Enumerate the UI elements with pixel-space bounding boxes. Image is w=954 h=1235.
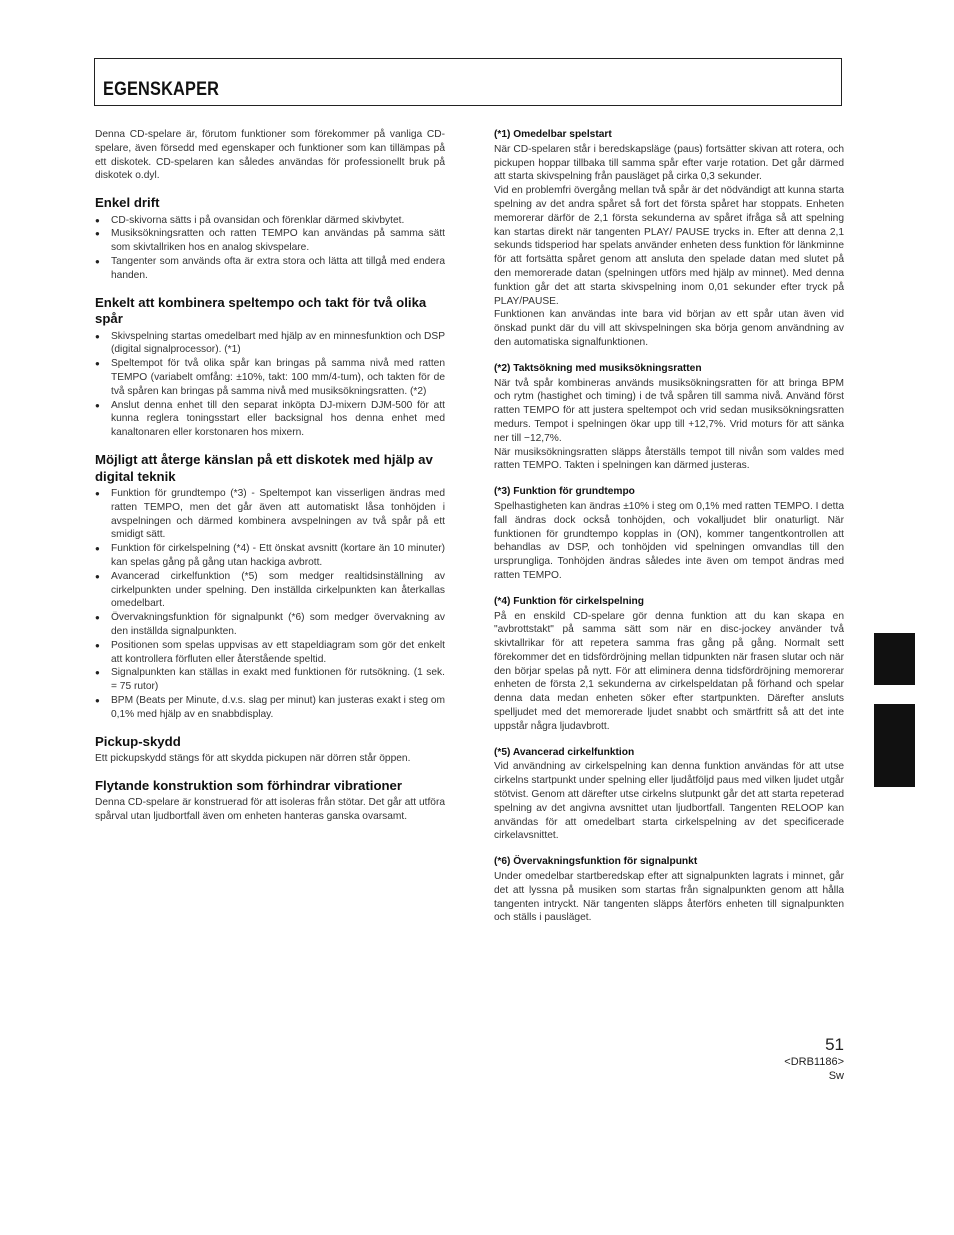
note-paragraph: När CD-spelaren står i beredskapsläge (paus) fortsätter skivan att rotera, och pickupen hoppar tillbaka till samma spår efter varje rotation. Det går därmed att starta skivspelning från pausläget på cirka 0,3 sekunder.: [494, 143, 844, 183]
note-heading-5: (*5) Avancerad cirkelfunktion: [494, 746, 635, 758]
right-column: [494, 128, 844, 925]
document-code: <DRB1186>: [784, 1056, 844, 1068]
bullet-list-enkel-drift: [95, 214, 445, 283]
language-code: Sw: [828, 1070, 844, 1082]
note-paragraph: Funktionen kan användas inte bara vid början av ett spår utan även vid önskad punkt där du vill att skivspelningen ska börja genom användning av den automatiska signalfunktionen.: [494, 309, 844, 348]
bullet-list-diskotek: [95, 487, 445, 722]
note-paragraph: När musiksökningsratten släpps återställs tempot till nivån som valdes med ratten TEMPO. Takten i spelningen kan därmed justeras.: [494, 446, 844, 472]
left-column: [95, 128, 445, 824]
note-paragraph: Spelhastigheten kan ändras ±10% i steg om 0,1% med ratten TEMPO. I detta fall ändras dock också tonhöjden, och vokalljudet blir onaturligt. När funktionen för grundtempo kopplas in (ON), kommer tangentkontrollen att behandlas av DSP, och tonhöjden vid spelningen omvandlas till den ursprungliga. Tonhöjden ändras således inte även om tempot ändras med ratten TEMPO.: [494, 500, 844, 581]
edge-tab-marker: [874, 704, 915, 787]
section-heading-pickup-skydd: Pickup-skydd: [95, 733, 181, 749]
intro-paragraph: Denna CD-spelare är, förutom funktioner som förekommer på vanliga CD-spelare, även försedd med egenskaper och funktioner som kan tillämpas på ett diskotek. CD-spelaren kan således användas för professionellt bruk på diskotek o.dyl.: [95, 129, 445, 182]
edge-tab-marker: [874, 633, 915, 685]
bullet-list-speltempo: [95, 330, 445, 440]
note-heading-2: (*2) Taktsökning med musiksökningsratten: [494, 362, 702, 374]
list-item: ● Tangenter som används ofta är extra stora och lätta att tillgå med endera handen.: [95, 255, 445, 283]
note-heading-3: (*3) Funktion för grundtempo: [494, 486, 635, 498]
section-heading-enkel-drift: Enkel drift: [95, 195, 160, 211]
list-item: ● BPM (Beats per Minute, d.v.s. slag per minut) kan justeras exakt i steg om 0,1% med hjälp av en snabbdisplay.: [95, 694, 445, 722]
note-paragraph: Vid en problemfri övergång mellan två spår är det nödvändigt att kunna starta spelning av det andra spåret så fort det första spåret har stoppats. Enheten memorerar därför de 2,1 första sekunderna av spåret ifråga så att spelning kan startas direkt när tangenten PLAY/ PAUSE trycks in. Efter att denna 2,1 sekunds tidsperiod har spelats använder enheten dess funktion för länkminne för att fortsätta spåret genom att ansluta den spelade datan med slutet på den memorerade datan (spelningen utförs med hjälp av minnet). Med denna funktion går det att starta skivspelning inom 0,01 sekunder efter tryck på PLAY/PAUSE.: [494, 185, 844, 307]
note-heading-6: (*6) Övervakningsfunktion för signalpunkt: [494, 856, 698, 868]
section-text-vibrationer: Denna CD-spelare är konstruerad för att isoleras från stötar. Det går att utföra spårval utan ljudbortfall även om enheten hanteras ganska ovarsamt.: [95, 797, 445, 823]
note-paragraph: På en enskild CD-spelare gör denna funktion att du kan skapa en "avbrottstakt" på samma sätt som när en disc-jockey använder två skivtallrikar för att repetera samma fras gång på gång. Normalt sett förekommer det en tidsfördröjning mellan tidpunkten när frasen slutar och när den börjar spelas på nytt. För att eliminera denna tidsfördröjning memorerar enheten de första 2,1 sekunderna av cirkelspeldatan på förhand och spelar denna data medan enheten söker efter startpunkten. Därefter ansluts spelljudet med det memorerade ljudet snabbt och smärtfritt så att det inte uppstår några ljudavbrott.: [494, 610, 844, 732]
section-heading-vibrationer: Flytande konstruktion som förhindrar vibrationer: [95, 777, 403, 793]
list-item: ● Signalpunkten kan ställas in exakt med funktionen för rutsökning. (1 sek. = 75 rutor): [95, 666, 445, 694]
note-heading-1: (*1) Omedelbar spelstart: [494, 129, 612, 140]
list-item: ● Funktion för cirkelspelning (*4) - Ett önskat avsnitt (kortare än 10 minuter) kan spelas gång på gång utan hackiga avbrott.: [95, 542, 445, 570]
page-title: EGENSKAPER: [103, 79, 220, 100]
list-item: ● Anslut denna enhet till den separat inköpta DJ-mixern DJM-500 för att kunna reglera toningsstart eller backsignal hos denna enhet med kanaltonaren eller korstonaren hos mixern.: [95, 399, 445, 440]
page-footer: [784, 1035, 844, 1083]
section-heading-speltempo: Enkelt att kombinera speltempo och takt för två olika spår: [95, 294, 427, 327]
list-item: ● Funktion för grundtempo (*3) - Speltempot kan visserligen ändras med ratten TEMPO, men det går även att automatiskt låsa tonhöjden i avspelningen och därmed kombinera avspelningen av två spår på ett smidigt sätt.: [95, 487, 445, 542]
list-item: ● CD-skivorna sätts i på ovansidan och förenklar därmed skivbytet.: [95, 214, 445, 228]
list-item: ● Övervakningsfunktion för signalpunkt (*6) som medger övervakning av den inställda signalpunkten.: [95, 611, 445, 639]
list-item: ● Avancerad cirkelfunktion (*5) som medger realtidsinställning av cirkelpunkten under spelning. Den inställda cirkelpunkten kan återkallas omedelbart.: [95, 570, 445, 611]
section-text-pickup-skydd: Ett pickupskydd stängs för att skydda pickupen när dörren står öppen.: [95, 753, 411, 765]
list-item: ● Speltempot för två olika spår kan bringas på samma nivå med ratten TEMPO (variabelt omfång: ±10%, takt: 100 mm/4-tum), och takten för de två spåren kan bringas på samma nivå med musiksökningsratten. (*2): [95, 357, 445, 398]
note-paragraph: Vid användning av cirkelspelning kan denna funktion användas för att utse cirkelns startpunkt under spelning eller ljudåtföljd paus med vilken ljudet utgår stötvist. Genom att därefter utse cirkelns slutpunkt går det att starta repeterad spelning av det angivna avsnittet utan ljudbortfall. Tangenten RELOOP kan användas för att omedelbart starta cirkelspelning av det specificerade cirkelavsnittet.: [494, 761, 844, 842]
list-item: ● Positionen som spelas uppvisas av ett stapeldiagram som gör det enkelt att kontrollera förfluten eller återstående speltid.: [95, 639, 445, 667]
list-item: ● Skivspelning startas omedelbart med hjälp av en minnesfunktion och DSP (digital signalprocessor). (*1): [95, 330, 445, 358]
list-item: ● Musiksökningsratten och ratten TEMPO kan användas på samma sätt som skivtallriken hos en analog skivspelare.: [95, 227, 445, 255]
section-heading-diskotek: Möjligt att återge känslan på ett diskotek med hjälp av digital teknik: [95, 452, 433, 484]
title-box: [94, 58, 842, 106]
note-paragraph: När två spår kombineras används musiksökningsratten för att bringa BPM och rytm (hastighet och timing) i de två spåren till samma nivå. Använd först ratten TEMPO för att justera speltempot och vrid sedan musiksökningsratten medurs. Tempot i spelningen ökar upp till +12,7%. Vrid moturs för att sänka ner till −12,7%.: [494, 377, 844, 444]
page-number: 51: [825, 1035, 844, 1054]
note-heading-4: (*4) Funktion för cirkelspelning: [494, 595, 644, 607]
note-paragraph: Under omedelbar startberedskap efter att signalpunkten lagrats i minnet, går det att lyssna på musiken som startas från signalpunkten genom att hålla tangenten intryckt. När tangenten släpps återförs enheten till signalpunkten och ställs i pausläget.: [494, 871, 844, 924]
